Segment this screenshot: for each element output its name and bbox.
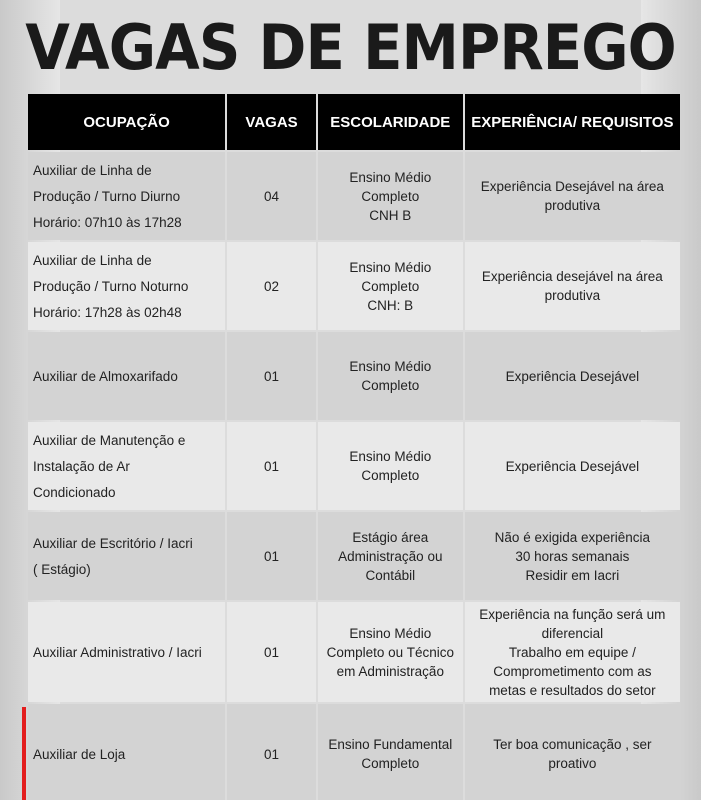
cell-line: Auxiliar de Loja [33,746,126,762]
cell-ocupacao [28,152,225,240]
cell-line: metas e resultados do setor [489,682,656,698]
jobs-table [26,92,682,800]
cell-vagas: 04 [227,152,316,240]
cell-experiencia [465,242,680,330]
cell-line: Completo ou Técnico [326,644,454,660]
cell-experiencia [465,602,680,702]
cell-experiencia [465,152,680,240]
cell-ocupacao [28,602,225,702]
cell-line: Produção / Turno Noturno [33,278,189,294]
cell-line: Auxiliar Administrativo / Iacri [33,644,202,660]
cell-line: produtiva [544,198,601,213]
cell-line: Contábil [365,567,416,583]
cell-escolaridade [318,602,463,702]
cell-line: Experiência Desejável [505,368,640,384]
cell-line: Auxiliar de Escritório / Iacri [33,535,193,551]
cell-ocupacao [28,512,225,600]
table-row [28,152,680,240]
cell-escolaridade [318,332,463,420]
cell-line: Completo [361,756,420,771]
cell-line: Ensino Médio [349,449,432,464]
cell-line: Auxiliar de Almoxarifado [33,368,178,384]
cell-vagas: 01 [227,422,316,510]
cell-line: Horário: 07h10 às 17h28 [33,214,182,230]
cell-line: Não é exigida experiência [494,529,651,545]
cell-ocupacao [28,422,225,510]
cell-line: Ensino Médio [349,169,432,185]
cell-escolaridade [318,512,463,600]
cell-line: Completo [361,468,420,483]
cell-ocupacao [28,704,225,800]
cell-line: Estágio área [352,529,429,545]
cell-line: Auxiliar de Manutenção e [33,432,186,448]
cell-line: Experiência na função será um [479,606,666,622]
table-header-row [28,94,680,150]
column-header-escolaridade: ESCOLARIDADE [318,94,463,150]
cell-line: Residir em Iacri [525,567,620,583]
cell-line: Completo [361,188,420,204]
cell-line: Produção / Turno Diurno [33,188,181,204]
column-header-ocupacao: OCUPAÇÃO [28,94,225,150]
table-row [28,422,680,510]
cell-escolaridade [318,704,463,800]
cell-line: Experiência Desejável na área [480,179,664,194]
table-row [28,602,680,702]
cell-escolaridade [318,422,463,510]
cell-vagas: 01 [227,704,316,800]
column-header-vagas: VAGAS [227,94,316,150]
cell-line: Auxiliar de Linha de [33,252,152,268]
cell-experiencia [465,332,680,420]
cell-experiencia [465,704,680,800]
cell-line: CNH B [369,207,412,223]
cell-line: produtiva [544,288,601,303]
cell-vagas: 01 [227,602,316,702]
column-header-experiencia: EXPERIÊNCIA/ REQUISITOS [465,94,680,150]
page-title: VAGAS DE EMPREGO [25,11,676,84]
cell-line: Condicionado [33,484,116,500]
cell-vagas: 01 [227,332,316,420]
cell-line: proativo [548,756,597,771]
cell-line: Ensino Médio [349,625,432,641]
cell-line: Comprometimento com as [493,663,652,679]
cell-line: Trabalho em equipe / [508,644,636,660]
cell-line: 30 horas semanais [515,548,630,564]
cell-line: Completo [361,378,420,393]
cell-escolaridade [318,152,463,240]
cell-line: Auxiliar de Linha de [33,162,152,178]
cell-line: Completo [361,278,420,294]
cell-line: Ensino Médio [349,259,432,275]
cell-line: Experiência Desejável [505,458,640,474]
cell-line: CNH: B [367,297,414,313]
cell-ocupacao [28,332,225,420]
cell-ocupacao [28,242,225,330]
cell-line: Experiência desejável na área [481,269,663,284]
table-row [28,704,680,800]
cell-escolaridade [318,242,463,330]
cell-experiencia [465,422,680,510]
cell-line: Ensino Médio [349,359,432,374]
cell-line: diferencial [541,625,604,641]
cell-line: em Administração [336,663,444,679]
cell-experiencia [465,512,680,600]
cell-line: Horário: 17h28 às 02h48 [33,304,182,320]
cell-line: Ter boa comunicação , ser [493,737,652,752]
table-row [28,512,680,600]
cell-line: Administração ou [338,548,443,564]
cell-line: Instalação de Ar [33,458,130,474]
cell-vagas: 02 [227,242,316,330]
table-row [28,242,680,330]
cell-line: Ensino Fundamental [328,737,453,752]
cell-vagas: 01 [227,512,316,600]
cell-line: ( Estágio) [33,561,91,577]
table-row [28,332,680,420]
